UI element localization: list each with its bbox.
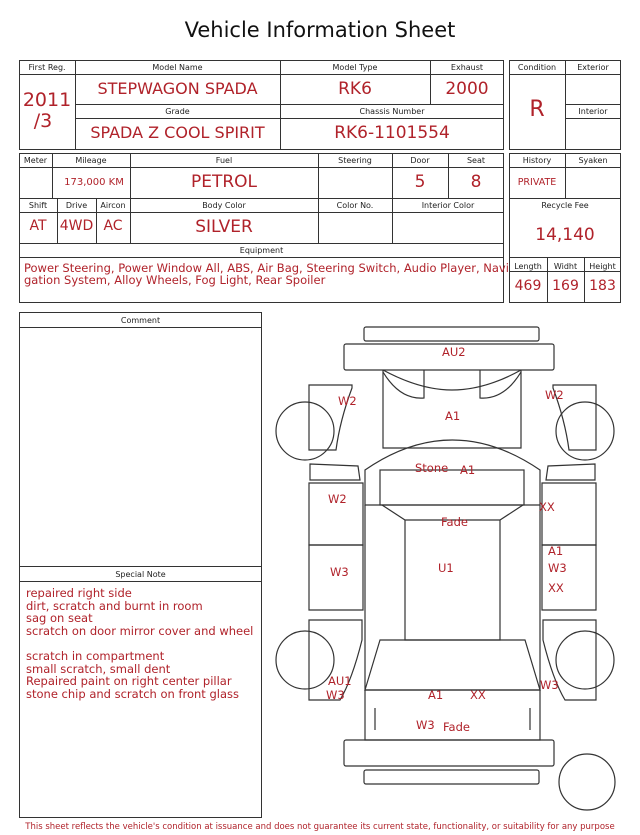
mark-w3-left: W3	[330, 565, 349, 579]
model-name-value: STEPWAGON SPADA	[97, 79, 258, 98]
special-note-line: sag on seat	[26, 611, 93, 626]
page-title: Vehicle Information Sheet	[184, 18, 456, 42]
mileage-value: 173,000 KM	[64, 177, 124, 188]
condition-label: Condition	[517, 63, 557, 72]
mark-w2-rear-right: W2	[545, 388, 564, 402]
mark-a1-top: A1	[445, 409, 461, 423]
first-reg-year: 2011	[22, 89, 72, 111]
special-note-label: Special Note	[115, 570, 166, 579]
special-note-line: Repaired paint on right center pillar	[26, 674, 232, 689]
mark-a1-hood: A1	[428, 688, 444, 702]
shift-value: AT	[29, 218, 47, 234]
length-label: Length	[514, 262, 542, 271]
exhaust-label: Exhaust	[450, 63, 484, 72]
special-note-line: scratch in compartment	[26, 648, 165, 663]
shift-label: Shift	[28, 201, 48, 210]
aircon-label: Aircon	[100, 201, 126, 210]
mark-au2: AU2	[442, 345, 466, 359]
model-type-value: RK6	[338, 79, 372, 99]
width-value: 169	[552, 278, 579, 294]
meter-label: Meter	[23, 156, 48, 165]
mark-fade-center: Fade	[441, 515, 468, 529]
mark-au1-left: AU1	[328, 674, 352, 688]
interior-color-label: Interior Color	[421, 201, 475, 210]
seat-value: 8	[470, 172, 482, 192]
mark-w3-left-front: W3	[326, 688, 345, 702]
syaken-label: Syaken	[578, 156, 608, 165]
door-label: Door	[410, 156, 430, 165]
color-no-label: Color No.	[336, 201, 374, 210]
body-color-label: Body Color	[202, 201, 246, 210]
special-note-line: dirt, scratch and burnt in room	[26, 598, 203, 613]
condition-value: R	[529, 97, 545, 122]
special-note-line: scratch on door mirror cover and wheel	[26, 623, 254, 638]
fuel-label: Fuel	[215, 156, 233, 165]
chassis-value: RK6-1101554	[334, 123, 450, 143]
disclaimer-footer: This sheet reflects the vehicle's condition at issuance and does not guarantee its current state, functionality, or suitability for any purpose	[25, 822, 615, 832]
exhaust-value: 2000	[445, 79, 489, 99]
mark-w3-right: W3	[548, 561, 567, 575]
equipment-line-1: Power Steering, Power Window All, ABS, Air Bag, Steering Switch, Audio Player, Navi	[24, 261, 509, 275]
drive-value: 4WD	[59, 218, 94, 234]
first-reg-label: First Reg.	[28, 63, 66, 72]
special-note-line: repaired right side	[26, 586, 132, 600]
mark-stone: Stone	[415, 461, 449, 475]
grade-value: SPADA Z COOL SPIRIT	[90, 123, 265, 142]
chassis-label: Chassis Number	[359, 107, 425, 116]
width-label: Widht	[553, 262, 578, 271]
height-value: 183	[589, 278, 616, 294]
special-note-line: small scratch, small dent	[26, 661, 171, 676]
mark-w2-rear-left: W2	[338, 394, 357, 408]
comment-label: Comment	[120, 316, 161, 325]
model-name-label: Model Name	[152, 63, 203, 72]
comment-box	[19, 312, 262, 818]
mark-xx-right: XX	[548, 581, 564, 595]
mark-a1-right: A1	[548, 544, 564, 558]
height-label: Height	[589, 262, 616, 271]
grade-label: Grade	[165, 107, 190, 116]
interior-label: Interior	[578, 107, 608, 116]
recycle-fee-label: Recycle Fee	[541, 201, 589, 210]
mark-fade-bumper: Fade	[443, 720, 470, 734]
mark-xx-hood: XX	[470, 688, 486, 702]
fuel-value: PETROL	[190, 172, 258, 192]
special-notes-list	[26, 587, 253, 700]
history-value: PRIVATE	[517, 177, 557, 188]
vehicle-damage-diagram	[262, 312, 640, 822]
seat-label: Seat	[466, 156, 486, 165]
mark-xx-right-door: XX	[539, 500, 555, 514]
aircon-value: AC	[103, 218, 123, 234]
door-value: 5	[414, 172, 426, 192]
special-note-line: stone chip and scratch on front glass	[26, 686, 239, 701]
exterior-label: Exterior	[577, 63, 609, 72]
recycle-fee-value: 14,140	[535, 225, 595, 245]
mark-u1-roof: U1	[438, 561, 454, 575]
length-value: 469	[514, 278, 542, 294]
body-color-value: SILVER	[195, 217, 253, 237]
steering-label: Steering	[338, 156, 372, 165]
mileage-label: Mileage	[75, 156, 107, 165]
history-label: History	[522, 156, 552, 165]
first-reg-month: /3	[33, 110, 53, 132]
mark-w3-right-front: W3	[540, 678, 559, 692]
equipment-label: Equipment	[239, 246, 284, 255]
model-type-label: Model Type	[332, 63, 378, 72]
mark-w3-bumper: W3	[416, 718, 435, 732]
mark-a1-glass: A1	[460, 463, 476, 477]
drive-label: Drive	[65, 201, 88, 210]
equipment-line-2: gation System, Alloy Wheels, Fog Light, Rear Spoiler	[24, 273, 326, 287]
mark-w2-left-door: W2	[328, 492, 347, 506]
